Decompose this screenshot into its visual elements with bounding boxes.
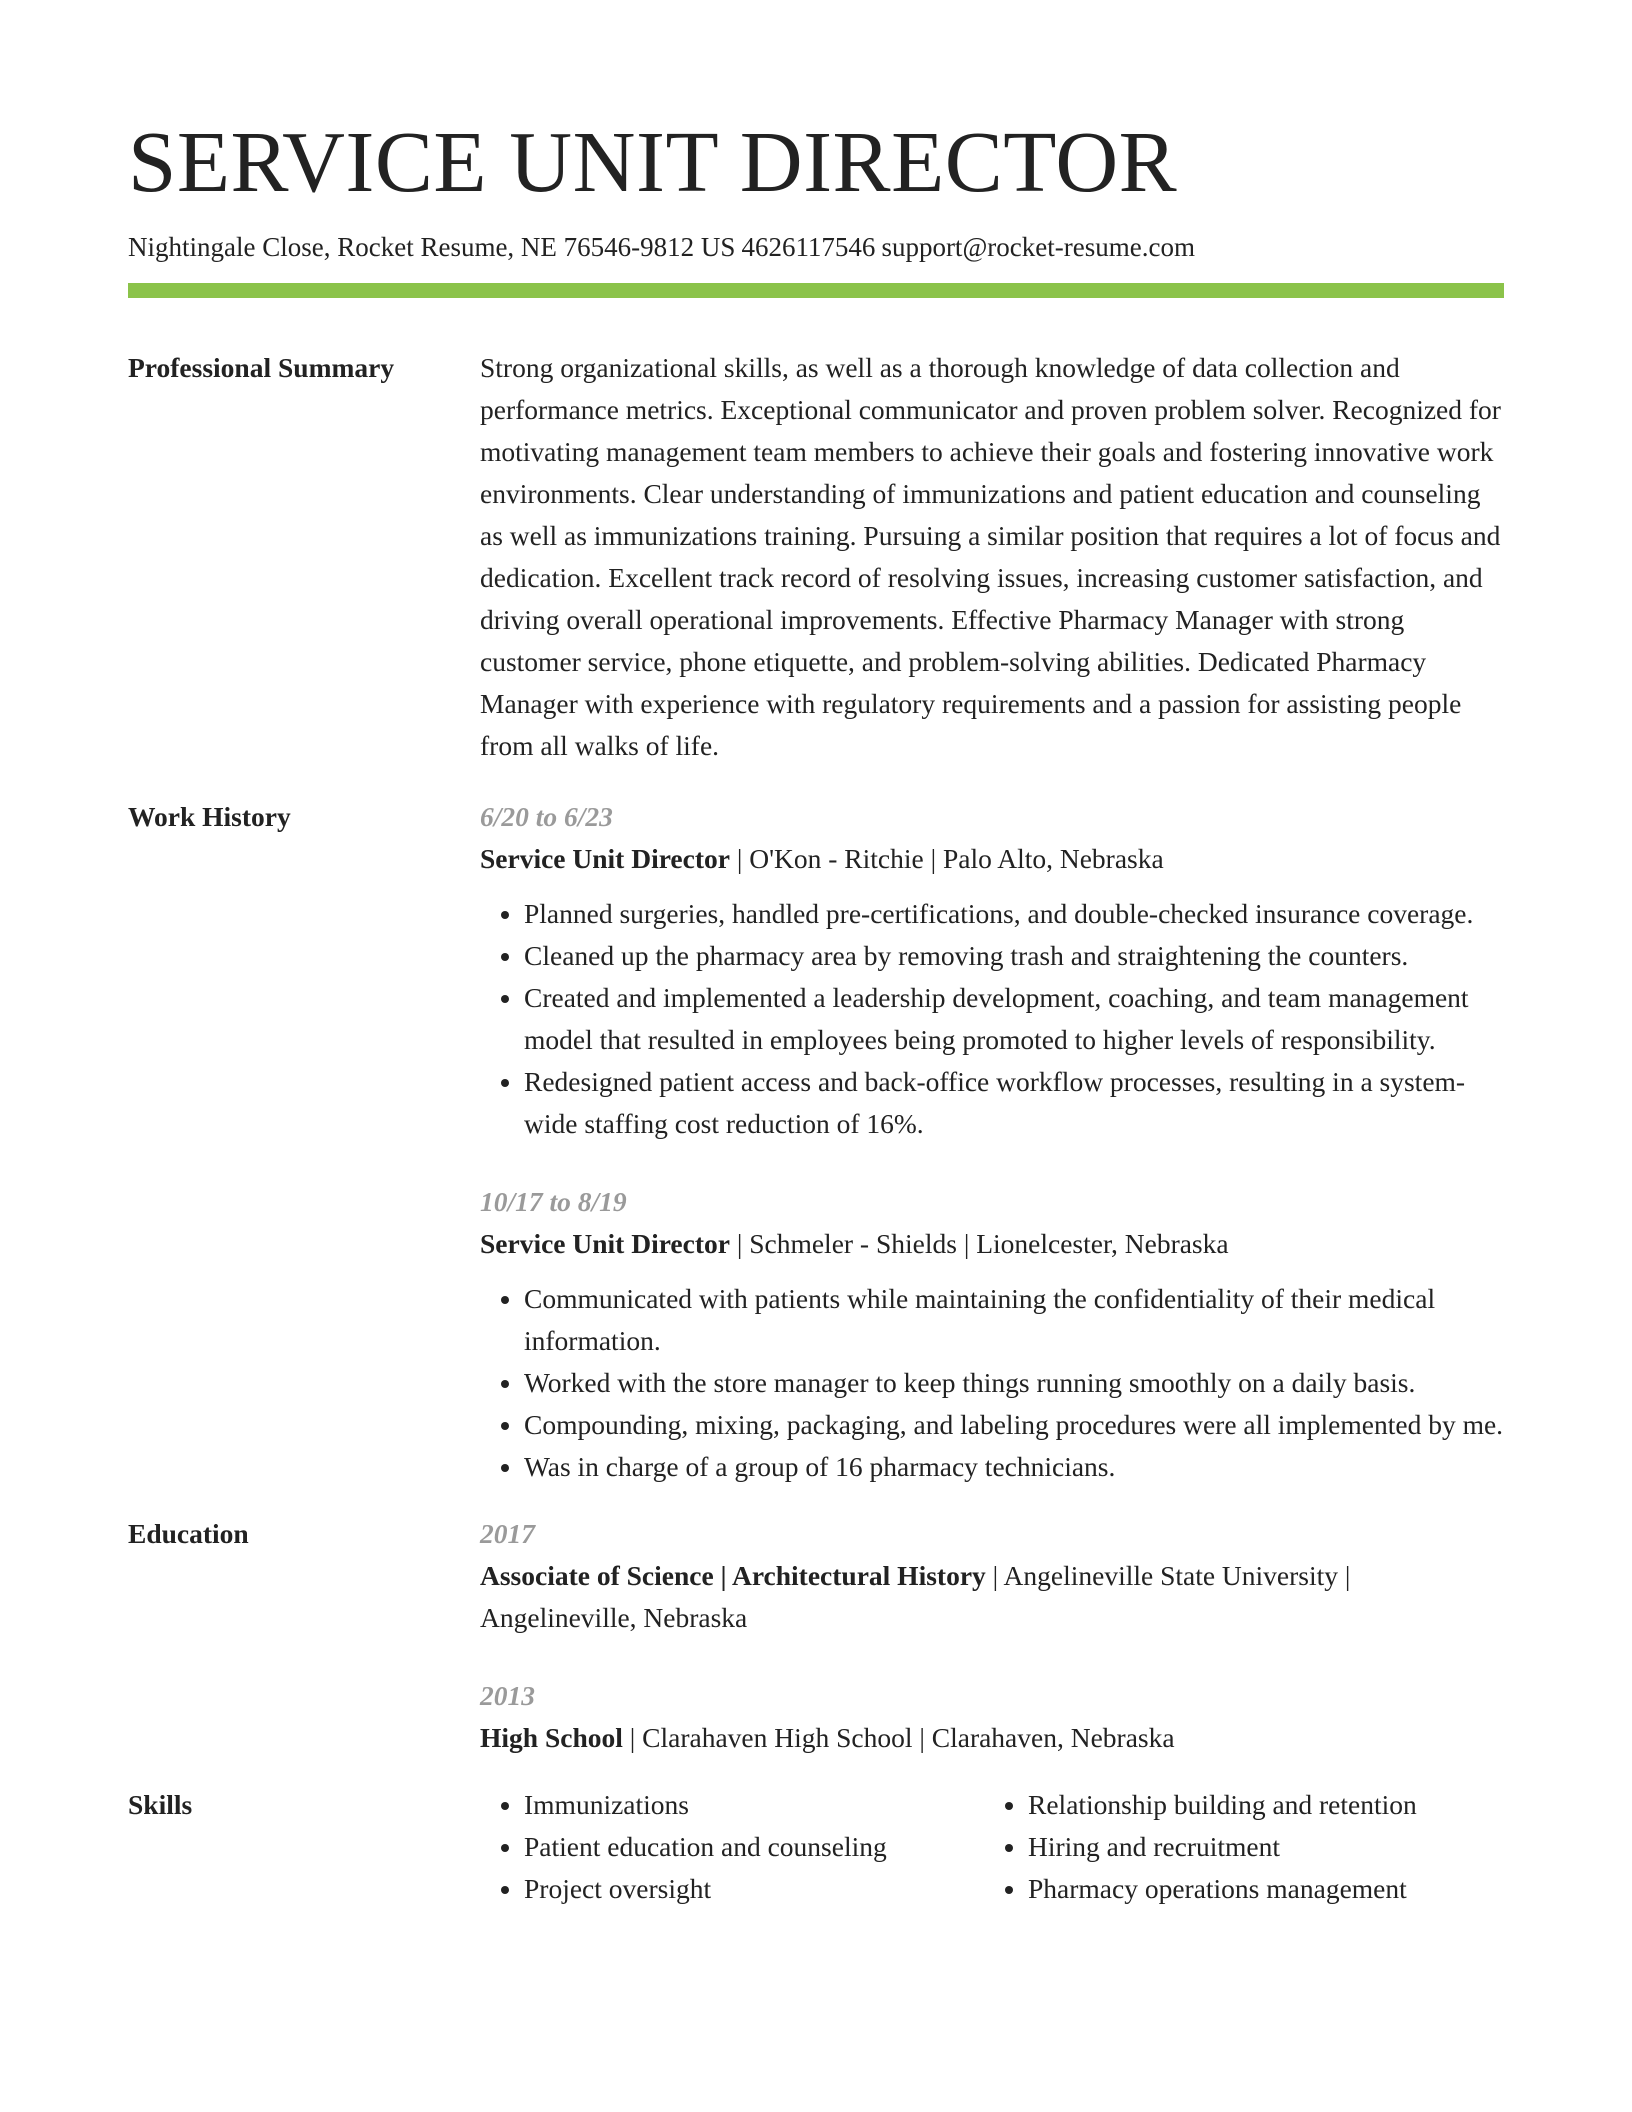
job-bullets xyxy=(480,1278,1504,1488)
job-heading xyxy=(480,838,1504,880)
education-section xyxy=(128,1513,1504,1759)
skills-section xyxy=(128,1784,1504,1910)
skills-heading: Skills xyxy=(128,1789,193,1821)
job-bullet: • Cleaned up the pharmacy area by removing trash and straightening the counters. xyxy=(524,935,1504,977)
job-bullet: • Was in charge of a group of 16 pharmacy technicians. xyxy=(524,1446,1504,1488)
skills-body xyxy=(480,1784,1504,1910)
education-entry xyxy=(480,1513,1504,1639)
job-entry xyxy=(480,796,1504,1145)
education-heading-line xyxy=(480,1555,1504,1639)
work-history-body xyxy=(480,796,1504,1488)
job-dates: 10/17 to 8/19 xyxy=(480,1186,627,1218)
contact-info xyxy=(128,231,1504,263)
education-body xyxy=(480,1513,1504,1759)
skill-item: • Project oversight xyxy=(524,1868,984,1910)
education-year: 2017 xyxy=(480,1518,535,1550)
contact-phone: 4626117546 xyxy=(741,232,876,262)
job-entry xyxy=(480,1181,1504,1488)
work-history-heading: Work History xyxy=(128,801,291,833)
job-bullet: • Communicated with patients while maintaining the confidentiality of their medical information. xyxy=(524,1278,1504,1362)
skills-list-right xyxy=(984,1784,1417,1910)
job-details: | Schmeler - Shields | Lionelcester, Nebraska xyxy=(729,1228,1229,1260)
header-divider xyxy=(128,283,1504,298)
job-bullet: • Created and implemented a leadership development, coaching, and team management model that resulted in employees being promoted to higher levels of responsibility. xyxy=(524,977,1504,1061)
job-dates: 6/20 to 6/23 xyxy=(480,801,613,833)
work-history-section xyxy=(128,796,1504,1488)
skill-item: • Patient education and counseling xyxy=(524,1826,984,1868)
job-heading xyxy=(480,1223,1504,1265)
education-details: | Clarahaven High School | Clarahaven, Nebraska xyxy=(622,1722,1175,1754)
education-degree: High School xyxy=(480,1722,623,1754)
summary-section xyxy=(128,347,1504,767)
skill-item: • Pharmacy operations management xyxy=(1028,1868,1417,1910)
job-details: | O'Kon - Ritchie | Palo Alto, Nebraska xyxy=(729,843,1164,875)
skills-list-left xyxy=(480,1784,984,1910)
skill-item: • Hiring and recruitment xyxy=(1028,1826,1417,1868)
resume-name: SERVICE UNIT DIRECTOR xyxy=(128,113,1178,210)
skill-item: • Relationship building and retention xyxy=(1028,1784,1417,1826)
job-bullet: • Worked with the store manager to keep things running smoothly on a daily basis. xyxy=(524,1362,1504,1404)
education-entry xyxy=(480,1675,1504,1759)
job-title: Service Unit Director xyxy=(480,1228,730,1260)
job-bullet: • Compounding, mixing, packaging, and labeling procedures were all implemented by me. xyxy=(524,1404,1504,1446)
contact-address: Nightingale Close, Rocket Resume, NE 76546-9812 US xyxy=(128,232,736,262)
job-bullet: • Redesigned patient access and back-office workflow processes, resulting in a system-wide staffing cost reduction of 16%. xyxy=(524,1061,1504,1145)
summary-text: Strong organizational skills, as well as a thorough knowledge of data collection and performance metrics. Exceptional communicator and proven problem solver. Recognized for motivating management team members to achieve their goals and fostering innovative work environments. Clear understanding of immunizations and patient education and counseling as well as immunizations training. Pursuing a similar position that requires a lot of focus and dedication. Excellent track record of resolving issues, increasing customer satisfaction, and driving overall operational improvements. Effective Pharmacy Manager with strong customer service, phone etiquette, and problem-solving abilities. Dedicated Pharmacy Manager with experience with regulatory requirements and a passion for assisting people from all walks of life. xyxy=(480,352,1501,762)
contact-email: support@rocket-resume.com xyxy=(881,232,1195,262)
job-bullets xyxy=(480,893,1504,1145)
job-title: Service Unit Director xyxy=(480,843,730,875)
education-heading-line xyxy=(480,1717,1504,1759)
education-details: | Angelineville State University | Angelineville, Nebraska xyxy=(480,1560,1351,1634)
education-heading: Education xyxy=(128,1518,249,1550)
summary-heading: Professional Summary xyxy=(128,352,395,384)
skill-item: • Immunizations xyxy=(524,1784,984,1826)
job-bullet: • Planned surgeries, handled pre-certifications, and double-checked insurance coverage. xyxy=(524,893,1504,935)
education-year: 2013 xyxy=(480,1680,535,1712)
education-degree: Associate of Science | Architectural History xyxy=(480,1560,986,1592)
